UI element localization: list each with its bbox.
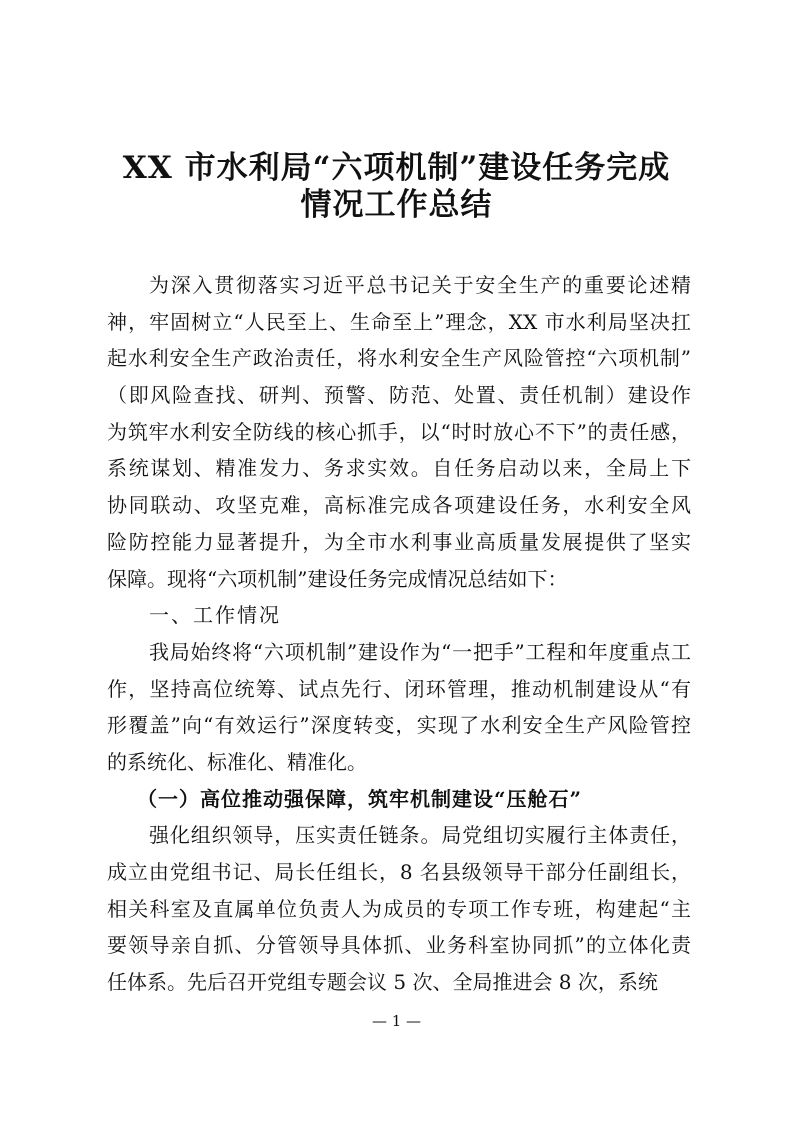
page-number: — 1 — bbox=[371, 1012, 422, 1030]
paragraph-line: 为深入贯彻落实习近平总书记关于安全生产的重要论述精 bbox=[149, 273, 691, 297]
paragraph-line: 协同联动、攻坚克难，高标准完成各项建设任务，水利安全风 bbox=[107, 493, 691, 518]
paragraph-line: 系统谋划、精准发力、务求实效。自任务启动以来，全局上下 bbox=[107, 456, 691, 481]
title-line-1: XX 市水利局“六项机制”建设任务完成 bbox=[122, 150, 671, 186]
paragraph-line: 险防控能力显著提升，为全市水利事业高质量发展提供了坚实 bbox=[107, 529, 691, 554]
paragraph-line: 我局始终将“六项机制”建设作为“一把手”工程和年度重点工 bbox=[149, 639, 691, 664]
section-heading: 一、工作情况 bbox=[149, 603, 281, 628]
paragraph-line: 为筑牢水利安全防线的核心抓手，以“时时放心不下”的责任感， bbox=[107, 419, 691, 444]
paragraph-line: 保障。现将“六项机制”建设任务完成情况总结如下： bbox=[107, 566, 568, 591]
paragraph-line: 任体系。先后召开党组专题会议 5 次、全局推进会 8 次，系统 bbox=[107, 970, 658, 995]
paragraph-line: 相关科室及直属单位负责人为成员的专项工作专班，构建起“主 bbox=[107, 896, 691, 921]
subsection-heading: （一）高位推动强保障，筑牢机制建设“压舱石” bbox=[137, 786, 583, 811]
paragraph-line: 起水利安全生产政治责任，将水利安全生产风险管控“六项机制” bbox=[107, 346, 691, 371]
paragraph-line: （即风险查找、研判、预警、防范、处置、责任机制）建设作 bbox=[107, 383, 691, 408]
paragraph-line: 成立由党组书记、局长任组长，8 名县级领导干部分任副组长， bbox=[107, 860, 691, 884]
paragraph-line: 要领导亲自抓、分管领导具体抓、业务科室协同抓”的立体化责 bbox=[107, 933, 691, 958]
paragraph-line: 强化组织领导，压实责任链条。局党组切实履行主体责任， bbox=[149, 823, 691, 848]
paragraph bbox=[107, 634, 691, 781]
paragraph-line: 形覆盖”向“有效运行”深度转变，实现了水利安全生产风险管控 bbox=[107, 713, 691, 738]
title-line-2: 情况工作总结 bbox=[300, 187, 493, 223]
paragraph bbox=[107, 817, 691, 1000]
paragraph-line: 的系统化、标准化、精准化。 bbox=[107, 749, 367, 774]
paragraph-line: 神，牢固树立“人民至上、生命至上”理念，XX 市水利局坚决扛 bbox=[107, 309, 691, 334]
paragraph bbox=[107, 267, 691, 597]
paragraph-line: 作，坚持高位统筹、试点先行、闭环管理，推动机制建设从“有 bbox=[107, 676, 691, 701]
document-title bbox=[100, 150, 693, 224]
document-body bbox=[107, 267, 691, 1001]
